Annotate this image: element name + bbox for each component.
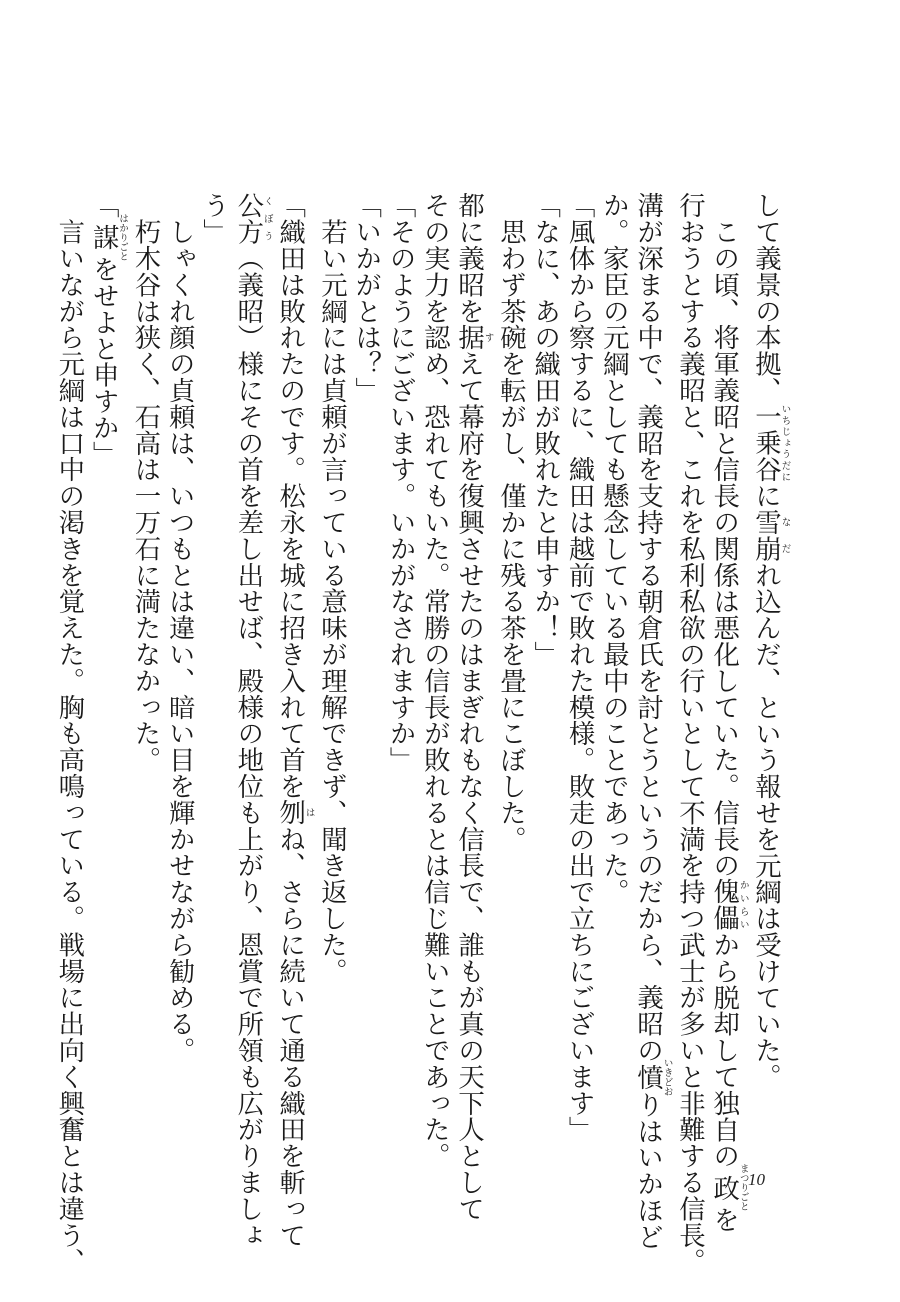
text-line: 都に義昭を据すえて幕府を復興させたのはまぎれもなく信長で、誰もが真の天下人として <box>453 192 494 1222</box>
furigana-reading: かいらい <box>737 878 749 932</box>
text-line: 溝が深まる中で、義昭を支持する朝倉氏を討とうというのだから、義昭の憤いきどおりはいかほど <box>632 192 673 1250</box>
text-line: この頃、将軍義昭と信長の関係は悪化していた。信長の傀儡かいらいから脱却して独自の政まつりごとを <box>708 192 749 1233</box>
text-line: しゃくれ顔の貞頼は、いつもとは違い、暗い目を輝かせながら勧める。 <box>164 192 196 1064</box>
furigana-reading: す <box>482 324 494 351</box>
furigana-ruby: 公方くぼう <box>232 192 273 245</box>
furigana-ruby: 雪崩なだ <box>750 508 791 562</box>
text-line: 「風体から察するに、織田は越前で敗れた模様。敗走の出で立ちにございます」 <box>564 192 596 1143</box>
text-line: 「いかがとは？」 <box>350 192 382 404</box>
text-line: う」 <box>198 192 230 245</box>
text-line: 行おうとする義昭と、これを私利私欲の行いとして不満を持つ武士が多いと非難する信長。 <box>674 192 706 1275</box>
furigana-ruby: 政まつりごと <box>708 1163 749 1212</box>
text-line: 若い元綱には貞頼が言っている意味が理解できず、聞き返した。 <box>316 192 348 984</box>
text-line: 「そのようにございます。いかがなされますか」 <box>385 192 417 773</box>
furigana-ruby: 一乗谷いちじょうだに <box>750 403 791 483</box>
furigana-reading: はかりごと <box>117 213 129 261</box>
furigana-reading: くぼう <box>261 192 273 245</box>
furigana-ruby: 刎は <box>274 799 315 826</box>
text-line: その実力を認め、恐れてもいた。常勝の信長が敗れるとは信じ難いことであった。 <box>419 192 451 1169</box>
furigana-ruby: 謀はかりごと <box>88 213 129 261</box>
text-line: 公方くぼう（義昭）様にその首を差し出せば、殿様の地位も上がり、恩賞で所領も広がりましょ <box>232 192 273 1249</box>
text-line: 「織田は敗れたのです。松永を城に招き入れて首を刎はね、さらに続いて通る織田を斬って <box>274 192 315 1249</box>
text-line: か。家臣の元綱としても懸念している最中のことであった。 <box>598 192 630 905</box>
furigana-ruby: 憤いきどお <box>632 1058 673 1097</box>
furigana-reading: なだ <box>779 508 791 562</box>
furigana-ruby: 傀儡かいらい <box>708 878 749 932</box>
text-line: 思わず茶碗を転がし、僅かに残る茶を畳にこぼした。 <box>495 192 527 852</box>
page-number: 10 <box>748 1170 765 1189</box>
text-line: 「なに、あの織田が敗れたと申すか！」 <box>529 192 561 668</box>
text-line: して義景の本拠、一乗谷いちじょうだにに雪崩なだれ込んだ、という報せを元綱は受けていた。 <box>750 192 791 1090</box>
text-line: 言いながら元綱は口中の渇きを覚えた。胸も高鳴っている。戦場に出向く興奮とは違う、 <box>53 192 85 1275</box>
text-line: 朽木谷は狭く、石高は一万石に満たなかった。 <box>129 192 161 773</box>
furigana-reading: いきどお <box>661 1058 673 1097</box>
text-line: 「謀はかりごとをせよと申すか」 <box>88 192 129 468</box>
furigana-reading: まつりごと <box>737 1163 749 1212</box>
furigana-ruby: 据す <box>453 324 494 351</box>
furigana-reading: は <box>303 799 315 826</box>
furigana-reading: いちじょうだに <box>779 403 791 483</box>
